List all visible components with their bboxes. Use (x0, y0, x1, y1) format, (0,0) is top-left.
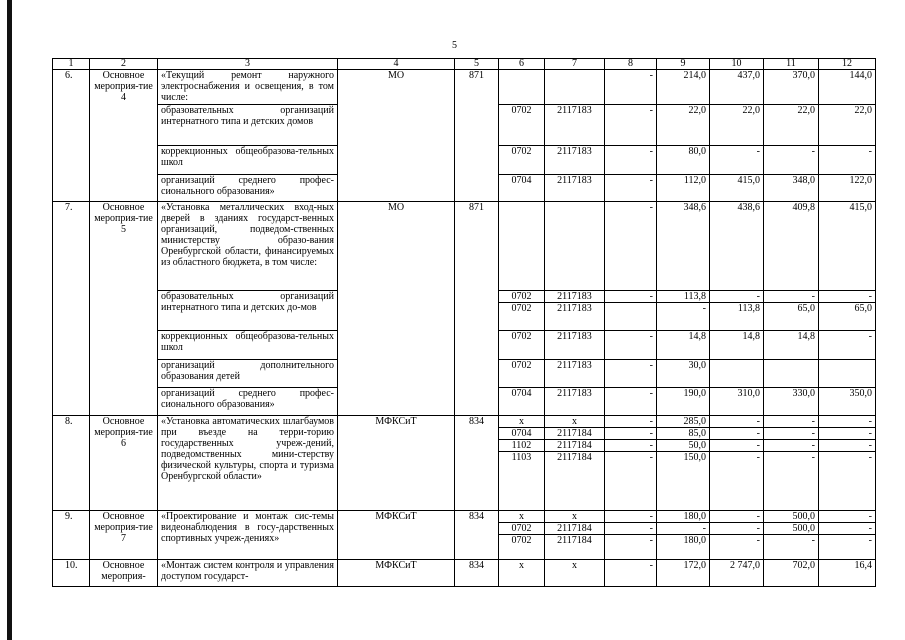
value-cell (710, 360, 764, 388)
target-code-cell (545, 70, 605, 105)
value-cell: 310,0 (710, 388, 764, 416)
value-cell: 370,0 (764, 70, 819, 105)
value-cell (605, 303, 657, 331)
value-cell: - (710, 416, 764, 428)
ministry-code: 871 (455, 70, 499, 202)
value-cell: - (819, 416, 876, 428)
row-number: 8. (53, 416, 90, 511)
value-cell: 702,0 (764, 560, 819, 587)
sub-item-description: организаций дополнительного образования детей (158, 360, 338, 388)
value-cell: 150,0 (657, 452, 710, 511)
value-cell: - (819, 291, 876, 303)
value-cell (819, 360, 876, 388)
value-cell: 180,0 (657, 511, 710, 523)
target-code-cell: 2117184 (545, 440, 605, 452)
measure-type: Основное мероприя-тие 5 (90, 202, 158, 416)
target-code-cell: 2117183 (545, 388, 605, 416)
value-cell: - (605, 416, 657, 428)
column-header: 7 (545, 59, 605, 70)
value-cell: - (605, 535, 657, 560)
section-code-cell (499, 202, 545, 291)
value-cell: 172,0 (657, 560, 710, 587)
value-cell: - (657, 303, 710, 331)
value-cell: - (819, 452, 876, 511)
target-code-cell: 2117183 (545, 105, 605, 146)
target-code-cell (545, 202, 605, 291)
section-code-cell: 0702 (499, 535, 545, 560)
value-cell: - (819, 146, 876, 175)
section-code-cell: 0702 (499, 331, 545, 360)
value-cell: - (710, 428, 764, 440)
value-cell: 190,0 (657, 388, 710, 416)
target-code-cell: 2117183 (545, 331, 605, 360)
target-code-cell: 2117184 (545, 523, 605, 535)
value-cell: - (605, 331, 657, 360)
section-code-cell: 0704 (499, 428, 545, 440)
row-number: 7. (53, 202, 90, 416)
value-cell: 65,0 (819, 303, 876, 331)
value-cell: - (605, 560, 657, 587)
value-cell: - (605, 440, 657, 452)
section-code-cell: 0704 (499, 388, 545, 416)
value-cell: - (710, 535, 764, 560)
measure-description: «Установка металлических вход-ных дверей в зданиях государст-венных организаций, подведом-ственных министерству образо-вания Оренбургской области, финансируемых из областного бюджета, в том числе: (158, 202, 338, 291)
sub-item-description: образовательных организаций интернатного типа и детских до-мов (158, 291, 338, 331)
value-cell: - (605, 105, 657, 146)
value-cell: - (605, 523, 657, 535)
page-edge-shadow (7, 0, 12, 640)
value-cell: 330,0 (764, 388, 819, 416)
section-code-cell: 0704 (499, 175, 545, 202)
value-cell: 415,0 (819, 202, 876, 291)
section-code-cell: 0702 (499, 146, 545, 175)
value-cell: - (605, 428, 657, 440)
executor: МФКСиТ (338, 560, 455, 587)
column-header: 8 (605, 59, 657, 70)
value-cell: 144,0 (819, 70, 876, 105)
value-cell: - (710, 511, 764, 523)
executor: МФКСиТ (338, 416, 455, 511)
value-cell: 350,0 (819, 388, 876, 416)
executor: МО (338, 70, 455, 202)
value-cell (764, 360, 819, 388)
value-cell: - (605, 511, 657, 523)
section-code-cell: 0702 (499, 291, 545, 303)
value-cell: 16,4 (819, 560, 876, 587)
row-number: 10. (53, 560, 90, 587)
measure-description: «Текущий ремонт наружного электроснабжения и освещения, в том числе: (158, 70, 338, 105)
target-code-cell: 2117183 (545, 360, 605, 388)
column-header: 5 (455, 59, 499, 70)
section-code-cell (499, 70, 545, 105)
value-cell: 409,8 (764, 202, 819, 291)
table-row (53, 416, 876, 428)
target-code-cell: 2117184 (545, 452, 605, 511)
value-cell: 14,8 (710, 331, 764, 360)
value-cell: 112,0 (657, 175, 710, 202)
target-code-cell: 2117183 (545, 146, 605, 175)
value-cell: - (819, 331, 876, 360)
value-cell: 348,6 (657, 202, 710, 291)
column-header: 4 (338, 59, 455, 70)
section-code-cell: х (499, 560, 545, 587)
value-cell: - (819, 535, 876, 560)
section-code-cell: 0702 (499, 523, 545, 535)
value-cell: 438,6 (710, 202, 764, 291)
measure-type: Основное мероприя-тие 7 (90, 511, 158, 560)
value-cell: - (764, 146, 819, 175)
target-code-cell: 2117183 (545, 175, 605, 202)
measure-type: Основное мероприя-тие 4 (90, 70, 158, 202)
target-code-cell: 2117184 (545, 535, 605, 560)
value-cell: 65,0 (764, 303, 819, 331)
value-cell: - (657, 523, 710, 535)
value-cell: - (710, 452, 764, 511)
sub-item-description: организаций среднего профес-сионального образования» (158, 175, 338, 202)
sub-item-description: образовательных организаций интернатного типа и детских домов (158, 105, 338, 146)
value-cell: 14,8 (764, 331, 819, 360)
column-header: 3 (158, 59, 338, 70)
value-cell: 113,8 (657, 291, 710, 303)
column-header: 10 (710, 59, 764, 70)
target-code-cell: 2117183 (545, 291, 605, 303)
value-cell: - (764, 535, 819, 560)
column-header: 12 (819, 59, 876, 70)
target-code-cell: х (545, 416, 605, 428)
value-cell: 22,0 (657, 105, 710, 146)
value-cell: 500,0 (764, 511, 819, 523)
measure-type: Основное мероприя- (90, 560, 158, 587)
value-cell: 30,0 (657, 360, 710, 388)
column-header: 9 (657, 59, 710, 70)
value-cell: - (605, 202, 657, 291)
value-cell: - (819, 440, 876, 452)
table-row (53, 70, 876, 105)
measures-table (52, 58, 876, 587)
ministry-code: 834 (455, 560, 499, 587)
value-cell: - (605, 175, 657, 202)
value-cell: - (764, 416, 819, 428)
measure-description: «Проектирование и монтаж сис-темы видеонаблюдения в госу-дарственных спортивных учреж-дениях» (158, 511, 338, 560)
value-cell: - (764, 428, 819, 440)
value-cell: - (710, 146, 764, 175)
column-header: 2 (90, 59, 158, 70)
ministry-code: 834 (455, 511, 499, 560)
table-row (53, 202, 876, 291)
value-cell: 415,0 (710, 175, 764, 202)
header-row (53, 59, 876, 70)
value-cell: - (605, 360, 657, 388)
column-header: 6 (499, 59, 545, 70)
value-cell: 113,8 (710, 303, 764, 331)
sub-item-description: организаций среднего профес-сионального образования» (158, 388, 338, 416)
column-header: 11 (764, 59, 819, 70)
value-cell: 22,0 (764, 105, 819, 146)
section-code-cell: х (499, 511, 545, 523)
section-code-cell: 0702 (499, 303, 545, 331)
sub-item-description: коррекционных общеобразова-тельных школ (158, 146, 338, 175)
executor: МФКСиТ (338, 511, 455, 560)
value-cell: - (819, 428, 876, 440)
value-cell: - (819, 511, 876, 523)
value-cell: 348,0 (764, 175, 819, 202)
measure-description: «Монтаж систем контроля и управления доступом государст- (158, 560, 338, 587)
target-code-cell: х (545, 511, 605, 523)
value-cell: 50,0 (657, 440, 710, 452)
value-cell: - (605, 146, 657, 175)
row-number: 6. (53, 70, 90, 202)
value-cell: 80,0 (657, 146, 710, 175)
value-cell: 285,0 (657, 416, 710, 428)
section-code-cell: х (499, 416, 545, 428)
table-row (53, 511, 876, 523)
section-code-cell: 1103 (499, 452, 545, 511)
value-cell: - (605, 388, 657, 416)
value-cell: - (605, 452, 657, 511)
value-cell: - (710, 523, 764, 535)
value-cell: 122,0 (819, 175, 876, 202)
value-cell: 14,8 (657, 331, 710, 360)
value-cell: 500,0 (764, 523, 819, 535)
value-cell: - (710, 440, 764, 452)
value-cell: 180,0 (657, 535, 710, 560)
section-code-cell: 1102 (499, 440, 545, 452)
value-cell: 22,0 (819, 105, 876, 146)
value-cell: - (710, 291, 764, 303)
ministry-code: 834 (455, 416, 499, 511)
executor: МО (338, 202, 455, 416)
value-cell: - (819, 523, 876, 535)
value-cell: - (605, 70, 657, 105)
section-code-cell: 0702 (499, 105, 545, 146)
value-cell: 85,0 (657, 428, 710, 440)
measure-description: «Установка автоматических шлагбаумов при въезде на терри-торию государственных учреж-дений, подведомственных мини-стерству физической культуры, спорта и туризма Оренбургской области» (158, 416, 338, 511)
value-cell: 437,0 (710, 70, 764, 105)
value-cell: - (764, 291, 819, 303)
column-header: 1 (53, 59, 90, 70)
measure-type: Основное мероприя-тие 6 (90, 416, 158, 511)
target-code-cell: 2117183 (545, 303, 605, 331)
table-row (53, 560, 876, 587)
value-cell: 214,0 (657, 70, 710, 105)
target-code-cell: 2117184 (545, 428, 605, 440)
value-cell: 22,0 (710, 105, 764, 146)
sub-item-description: коррекционных общеобразова-тельных школ (158, 331, 338, 360)
ministry-code: 871 (455, 202, 499, 416)
target-code-cell: х (545, 560, 605, 587)
section-code-cell: 0702 (499, 360, 545, 388)
value-cell: - (764, 440, 819, 452)
value-cell: 2 747,0 (710, 560, 764, 587)
value-cell: - (764, 452, 819, 511)
row-number: 9. (53, 511, 90, 560)
value-cell: - (605, 291, 657, 303)
page-number: 5 (452, 40, 457, 51)
